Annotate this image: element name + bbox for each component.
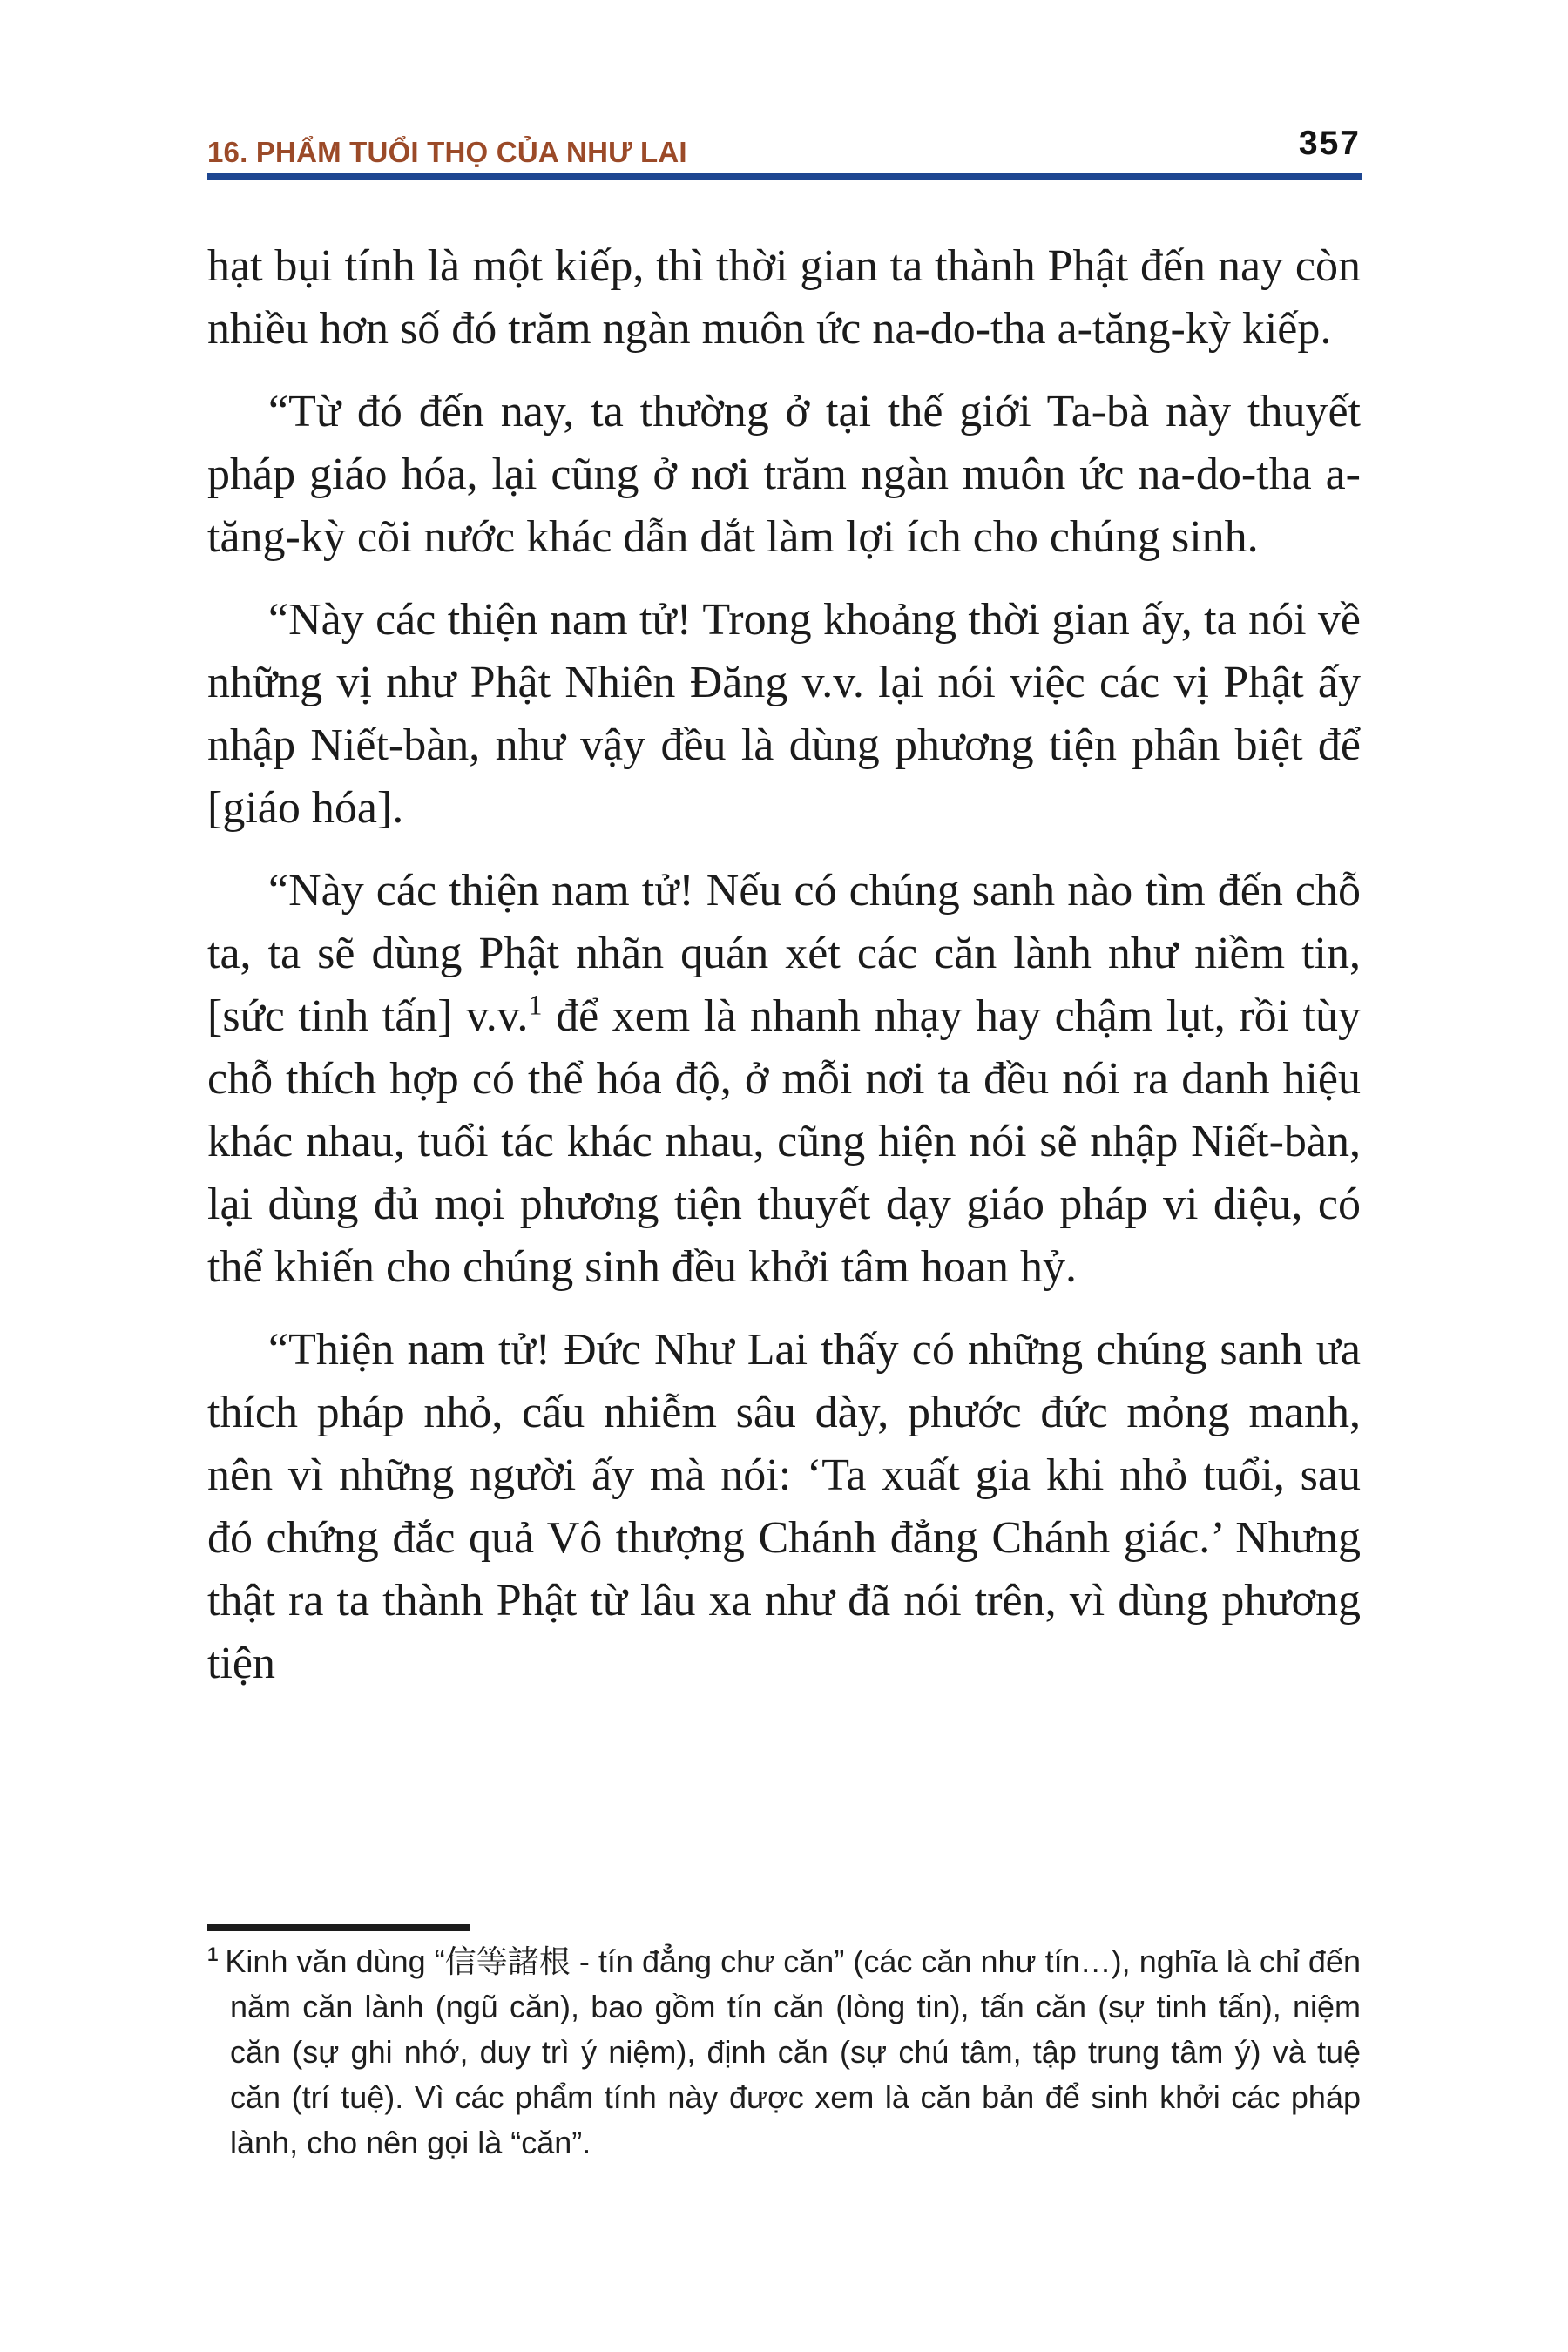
running-head-chapter-title: 16. PHẨM TUỔI THỌ CỦA NHƯ LAI xyxy=(207,136,687,168)
paragraph-4-text-continued: để xem là nhanh nhạy hay chậm lụt, rồi tùy chỗ thích hợp có thể hóa độ, ở mỗi nơi ta đều nói ra danh hiệu khác nhau, tuổi tác khác nhau, cũng hiện nói sẽ nhập Niết-bàn, lại dùng đủ mọi phương tiện thuyết dạy giáo pháp vi diệu, có thể khiến cho chúng sinh đều khởi tâm hoan hỷ. xyxy=(207,991,1361,1292)
paragraph-2: “Từ đó đến nay, ta thường ở tại thế giới Ta-bà này thuyết pháp giáo hóa, lại cũng ở nơi trăm ngàn muôn ức na-do-tha a-tăng-kỳ cõi nước khác dẫn dắt làm lợi ích cho chúng sinh. xyxy=(207,387,1361,562)
paragraph-3: “Này các thiện nam tử! Trong khoảng thời gian ấy, ta nói về những vị như Phật Nhiên Đăng v.v. lại nói việc các vị Phật ấy nhập Niết-bàn, như vậy đều là dùng phương tiện phân biệt để [giáo hóa]. xyxy=(207,595,1361,833)
body-text xyxy=(207,235,1361,1695)
paragraph-4-text: “Này các thiện nam tử! Nếu có chúng sanh nào tìm đến chỗ ta, ta sẽ dùng Phật nhãn quán xét các căn lành như niềm tin, [sức tinh tấn] v.v. xyxy=(207,866,1361,1041)
paragraph-4 xyxy=(207,860,1361,1299)
footnote-reference-1: 1 xyxy=(528,989,543,1021)
footnote-marker: 1 xyxy=(207,1943,219,1965)
footnote xyxy=(207,1939,1361,2166)
paragraph-1: hạt bụi tính là một kiếp, thì thời gian ta thành Phật đến nay còn nhiều hơn số đó trăm ngàn muôn ức na-do-tha a-tăng-kỳ kiếp. xyxy=(207,241,1361,354)
page-number: 357 xyxy=(1298,125,1361,162)
header-rule xyxy=(207,173,1362,180)
footnote-text: Kinh văn dùng “信等諸根 - tín đẳng chư căn” (các căn như tín…), nghĩa là chỉ đến năm căn lành (ngũ căn), bao gồm tín căn (lòng tin), tấn căn (sự tinh tấn), niệm căn (sự ghi nhớ, duy trì ý niệm), định căn (sự chú tâm, tập trung tâm ý) và tuệ căn (trí tuệ). Vì các phẩm tính này được xem là căn bản để sinh khởi các pháp lành, cho nên gọi là “căn”. xyxy=(225,1943,1361,2160)
footnote-separator-rule xyxy=(207,1924,470,1931)
paragraph-5: “Thiện nam tử! Đức Như Lai thấy có những chúng sanh ưa thích pháp nhỏ, cấu nhiễm sâu dày, phước đức mỏng manh, nên vì những người ấy mà nói: ‘Ta xuất gia khi nhỏ tuổi, sau đó chứng đắc quả Vô thượng Chánh đẳng Chánh giác.’ Nhưng thật ra ta thành Phật từ lâu xa như đã nói trên, vì dùng phương tiện xyxy=(207,1325,1361,1688)
